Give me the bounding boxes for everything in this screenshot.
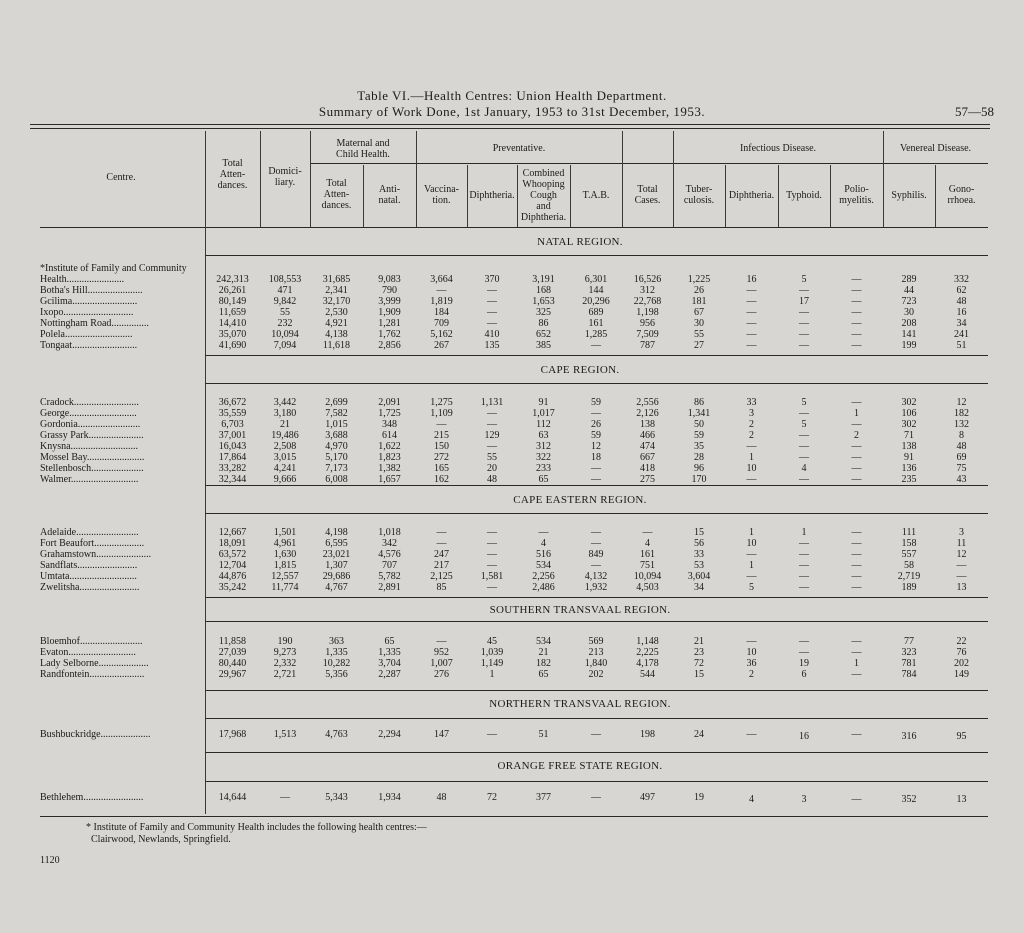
ofs-polio: —	[851, 794, 862, 805]
cape-polio: — 1 — 2 — — — —	[851, 397, 862, 485]
header-centre: Centre.	[106, 172, 136, 183]
southern-transvaal-total-attendances: 11,858 27,039 80,440 29,967	[218, 636, 247, 680]
natal-syphilis: 289 44 723 30 208 141 199	[901, 274, 917, 351]
ofs-total-attendances: 14,644	[218, 792, 247, 803]
centre-names-southern-transvaal: Bloemhof......................... Evaton........................... Lady Selborne.................... Randfontein......................	[40, 636, 149, 680]
divider-preventative	[622, 131, 623, 227]
cape-eastern-total-cases: — 4 161 751 10,094 4,503	[633, 527, 662, 593]
header-tuberculosis: Tuber- culosis.	[683, 184, 715, 206]
cape-eastern-polio: — — — — — —	[851, 527, 862, 593]
region-natal: NATAL REGION.	[537, 236, 623, 248]
natal-combined: 3,191 168 1,653 325 86 652 385	[532, 274, 555, 351]
header-antenatal: Anti- natal.	[378, 184, 401, 206]
natal-diphtheria-prev: 370 — — — — 410 135	[484, 274, 500, 351]
cape-mch-total: 2,699 7,582 1,015 3,688 4,970 5,170 7,173 6,008	[325, 397, 348, 485]
cape-eastern-vaccination: — — 247 217 2,125 85	[430, 527, 453, 593]
footnote: * Institute of Family and Community Health includes the following health centres:— Clairwood, Newlands, Springfield.	[86, 822, 427, 845]
northern-transvaal-domiciliary: 1,513	[273, 729, 297, 740]
region-rule	[205, 383, 988, 384]
centre-names-cape: Cradock.......................... George........................... Gordonia......................... Grassy Park...................... Knysna........................... Mossel Bay....................... Stellenbosch..................... Walmer...........................	[40, 397, 145, 485]
southern-transvaal-tuberculosis: 21 23 72 15	[694, 636, 704, 680]
cape-eastern-gonorrhoea: 3 11 12 — — 13	[956, 527, 967, 593]
natal-domiciliary: 108,553 471 9,842 55 232 10,094 7,094	[268, 274, 302, 351]
southern-transvaal-syphilis: 77 323 781 784	[901, 636, 917, 680]
cape-typhoid: 5 — 5 — — — 4 —	[799, 397, 809, 485]
northern-transvaal-vaccination: 147	[434, 729, 449, 740]
natal-mch-total: 31,685 2,341 32,170 2,530 4,921 4,138 11,618	[322, 274, 351, 351]
southern-transvaal-gonorrhoea: 22 76 202 149	[954, 636, 969, 680]
header-typhoid: Typhoid.	[786, 190, 822, 201]
ofs-gonorrhoea: 13	[956, 794, 967, 805]
natal-total-cases: 16,526 312 22,768 1,198 956 7,509 787	[633, 274, 662, 351]
header-bottom-rule	[40, 227, 988, 228]
cape-eastern-antenatal: 1,018 342 4,576 707 5,782 2,891	[378, 527, 401, 593]
southern-transvaal-polio: — — 1 —	[851, 636, 862, 680]
header-diphtheria-prev: Diphtheria.	[469, 190, 515, 201]
region-cape: CAPE REGION.	[540, 364, 620, 376]
cape-eastern-tab: — — 849 — 4,132 1,932	[584, 527, 608, 593]
cape-diphtheria-inf: 33 3 2 2 — 1 10 —	[746, 397, 757, 485]
southern-transvaal-diphtheria-prev: 45 1,039 1,149 1	[480, 636, 504, 680]
cape-eastern-syphilis: 111 158 557 58 2,719 189	[897, 527, 921, 593]
cape-eastern-mch-total: 4,198 6,595 23,021 1,307 29,686 4,767	[322, 527, 351, 593]
northern-transvaal-combined: 51	[538, 729, 549, 740]
southern-transvaal-typhoid: — — 19 6	[799, 636, 809, 680]
header-syphilis: Syphilis.	[891, 190, 927, 201]
region-rule	[205, 781, 988, 782]
cape-eastern-combined: — 4 516 534 2,256 2,486	[532, 527, 555, 593]
southern-transvaal-total-cases: 1,148 2,225 4,178 544	[636, 636, 659, 680]
southern-transvaal-domiciliary: 190 9,273 2,332 2,721	[273, 636, 297, 680]
natal-typhoid: 5 — 17 — — — —	[799, 274, 809, 351]
natal-tab: 6,301 144 20,296 689 161 1,285 —	[582, 274, 610, 351]
page-number: 1120	[40, 855, 60, 866]
northern-transvaal-typhoid: 16	[799, 731, 809, 742]
region-northern-transvaal: NORTHERN TRANSVAAL REGION.	[489, 698, 671, 710]
cape-vaccination: 1,275 1,109 — 215 150 272 165 162	[430, 397, 453, 485]
ofs-combined: 377	[536, 792, 551, 803]
header-top-rule	[30, 124, 990, 125]
header-preventative-group: Preventative.	[492, 143, 546, 154]
region-rule	[205, 690, 988, 691]
southern-transvaal-vaccination: — 952 1,007 276	[430, 636, 453, 680]
northern-transvaal-mch-total: 4,763	[325, 729, 348, 740]
region-rule	[205, 255, 988, 256]
northern-transvaal-tab: —	[591, 729, 601, 740]
region-rule	[205, 718, 988, 719]
northern-transvaal-polio: —	[851, 729, 862, 740]
natal-polio: — — — — — — —	[851, 274, 862, 351]
southern-transvaal-antenatal: 65 1,335 3,704 2,287	[378, 636, 401, 680]
cape-tab: 59 — 26 59 12 18 — —	[591, 397, 601, 485]
cape-total-cases: 2,556 2,126 138 466 474 667 418 275	[636, 397, 659, 485]
ofs-typhoid: 3	[801, 794, 807, 805]
cape-eastern-diphtheria-inf: 1 10 — 1 — 5	[746, 527, 757, 593]
region-orange-free-state: ORANGE FREE STATE REGION.	[497, 760, 663, 772]
region-southern-transvaal: SOUTHERN TRANSVAAL REGION.	[489, 604, 671, 616]
centre-names-northern-transvaal: Bushbuckridge....................	[40, 729, 151, 740]
header-tab: T.A.B.	[582, 190, 610, 201]
header-diphtheria-inf: Diphtheria.	[728, 190, 775, 201]
northern-transvaal-gonorrhoea: 95	[956, 731, 967, 742]
header-combined: Combined Whooping Cough and Diphtheria.	[520, 168, 567, 223]
group-rule	[310, 163, 988, 164]
southern-transvaal-diphtheria-inf: — 10 36 2	[746, 636, 757, 680]
cape-tuberculosis: 86 1,341 50 59 35 28 96 170	[687, 397, 711, 485]
ofs-mch-total: 5,343	[325, 792, 348, 803]
page-range: 57—58	[955, 104, 994, 119]
cape-gonorrhoea: 12 182 132 8 48 69 75 43	[954, 397, 969, 485]
natal-gonorrhoea: 332 62 48 16 34 241 51	[954, 274, 969, 351]
ofs-total-cases: 497	[640, 792, 655, 803]
ofs-vaccination: 48	[436, 792, 447, 803]
header-vaccination: Vaccina- tion.	[424, 184, 459, 206]
header-total-cases: Total Cases.	[634, 184, 661, 206]
region-rule	[205, 355, 988, 356]
natal-vaccination: 3,664 — 1,819 184 709 5,162 267	[430, 274, 453, 351]
centre-names-orange-free-state: Bethlehem........................	[40, 792, 144, 803]
natal-diphtheria-inf: 16 — — — — — —	[746, 274, 757, 351]
region-rule	[205, 513, 988, 514]
header-venereal-group: Venereal Disease.	[899, 143, 972, 154]
cape-domiciliary: 3,442 3,180 21 19,486 2,508 3,015 4,241 9,666	[271, 397, 299, 485]
header-mch-total: Total Atten- dances.	[321, 178, 352, 211]
region-rule	[205, 597, 988, 598]
cape-eastern-total-attendances: 12,667 18,091 63,572 12,704 44,876 35,242	[218, 527, 247, 593]
cape-eastern-diphtheria-prev: — — — — 1,581 —	[480, 527, 504, 593]
cape-antenatal: 2,091 1,725 348 614 1,622 1,823 1,382 1,657	[378, 397, 401, 485]
table-title: Table VI.—Health Centres: Union Health Department.	[357, 88, 667, 103]
northern-transvaal-syphilis: 316	[901, 731, 917, 742]
northern-transvaal-tuberculosis: 24	[694, 729, 704, 740]
centre-names-cape-eastern: Adelaide......................... Fort Beaufort.................... Grahamstown...................... Sandflats........................ Umtata........................... Zwelitsha........................	[40, 527, 152, 593]
table-subtitle: Summary of Work Done, 1st January, 1953 to 31st December, 1953.	[318, 104, 706, 119]
cape-diphtheria-prev: 1,131 — — 129 — 55 20 48	[480, 397, 504, 485]
southern-transvaal-mch-total: 363 1,335 10,282 5,356	[322, 636, 351, 680]
region-cape-eastern: CAPE EASTERN REGION.	[513, 494, 647, 506]
northern-transvaal-diphtheria-inf: —	[746, 729, 757, 740]
region-rule	[205, 752, 988, 753]
header-total-attendances: Total Atten- dances.	[217, 158, 248, 191]
cape-syphilis: 302 106 302 71 138 91 136 235	[901, 397, 917, 485]
centre-names-natal: *Institute of Family and Community Health....................... Botha's Hill...................... Gcilima.......................... Ixopo............................ Nottingham Road............... Polela........................... Tongaat..........................	[40, 263, 187, 351]
region-rule	[205, 485, 988, 486]
cape-combined: 91 1,017 112 63 312 322 233 65	[532, 397, 555, 485]
northern-transvaal-total-cases: 198	[640, 729, 655, 740]
southern-transvaal-combined: 534 21 182 65	[536, 636, 551, 680]
ofs-diphtheria-inf: 4	[749, 794, 754, 805]
ofs-antenatal: 1,934	[378, 792, 401, 803]
natal-total-attendances: 242,313 26,261 80,149 11,659 14,410 35,070 41,690	[216, 274, 249, 351]
ofs-tuberculosis: 19	[694, 792, 704, 803]
header-polio: Polio- myelitis.	[839, 184, 874, 206]
ofs-domiciliary: —	[280, 792, 290, 803]
ofs-syphilis: 352	[901, 794, 917, 805]
cape-total-attendances: 36,672 35,559 6,703 37,001 16,043 17,864 33,282 32,344	[218, 397, 247, 485]
header-top-rule-2	[30, 128, 990, 129]
table-bottom-rule	[40, 816, 988, 817]
cape-eastern-tuberculosis: 15 56 33 53 3,604 34	[687, 527, 711, 593]
header-maternal-group: Maternal and Child Health.	[336, 138, 390, 160]
southern-transvaal-tab: 569 213 1,840 202	[584, 636, 608, 680]
region-rule	[205, 621, 988, 622]
ofs-diphtheria-prev: 72	[487, 792, 497, 803]
header-domiciliary: Domici- liary.	[268, 166, 302, 188]
northern-transvaal-total-attendances: 17,968	[218, 729, 247, 740]
cape-eastern-domiciliary: 1,501 4,961 1,630 1,815 12,557 11,774	[271, 527, 299, 593]
northern-transvaal-antenatal: 2,294	[378, 729, 401, 740]
header-infectious-group: Infectious Disease.	[739, 143, 817, 154]
cape-eastern-typhoid: 1 — — — — —	[799, 527, 809, 593]
natal-tuberculosis: 1,225 26 181 67 30 55 27	[687, 274, 711, 351]
natal-antenatal: 9,083 790 3,999 1,909 1,281 1,762 2,856	[378, 274, 401, 351]
header-gonorrhoea: Gono- rrhoea.	[947, 184, 976, 206]
ofs-tab: —	[591, 792, 601, 803]
northern-transvaal-diphtheria-prev: —	[487, 729, 497, 740]
